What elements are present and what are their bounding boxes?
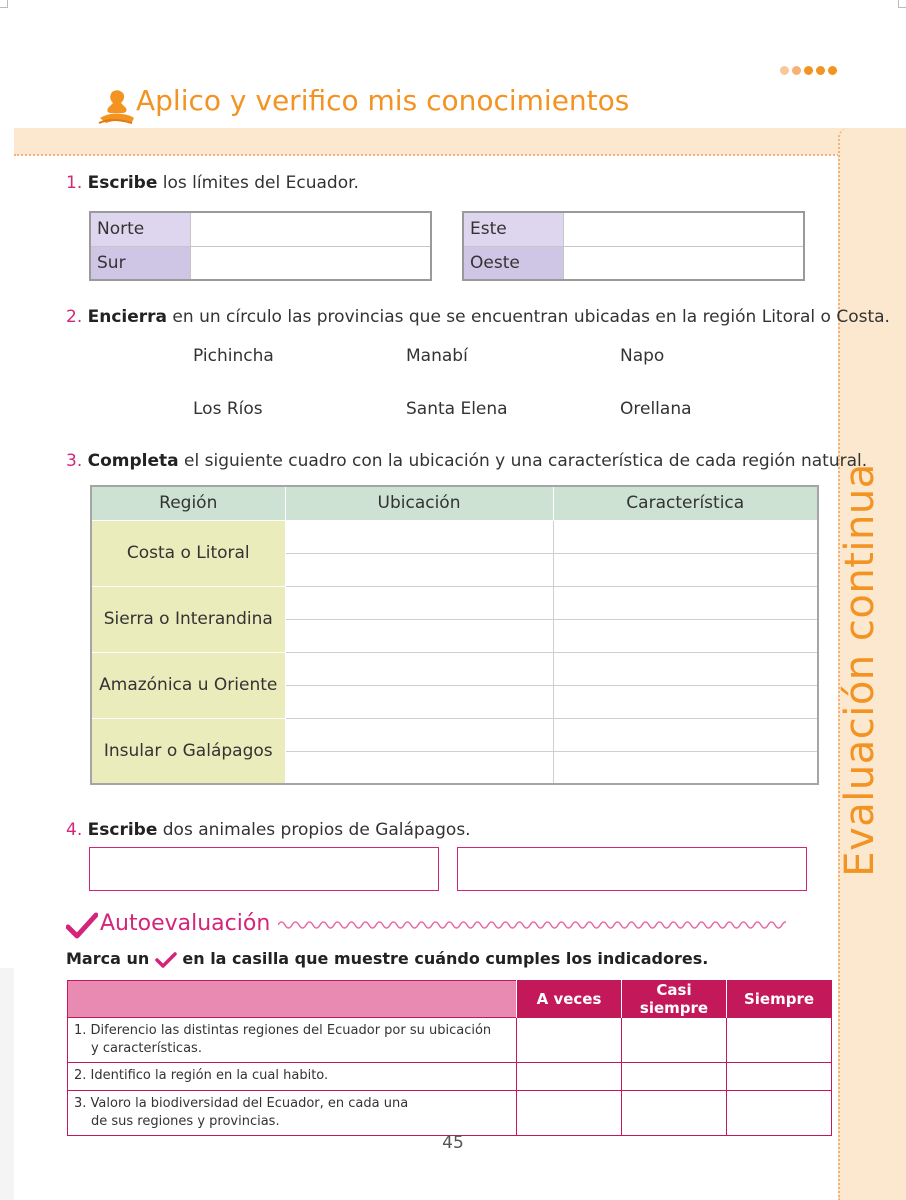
crop-mark bbox=[0, 0, 8, 8]
location-cell[interactable] bbox=[285, 652, 553, 685]
checkbox-cell[interactable] bbox=[727, 1091, 832, 1136]
location-cell[interactable] bbox=[285, 520, 553, 553]
region-name: Insular o Galápagos bbox=[91, 718, 285, 784]
province-option[interactable]: Pichincha bbox=[193, 346, 274, 366]
question-1 bbox=[66, 173, 359, 193]
animal-answer-box[interactable] bbox=[457, 847, 807, 891]
location-cell[interactable] bbox=[285, 751, 553, 784]
column-header: A veces bbox=[517, 981, 622, 1018]
question-number: 3. bbox=[66, 451, 83, 471]
indicators-table bbox=[67, 980, 832, 1136]
location-cell[interactable] bbox=[285, 586, 553, 619]
question-3 bbox=[66, 451, 867, 471]
province-option[interactable]: Orellana bbox=[620, 399, 692, 419]
question-text: dos animales propios de Galápagos. bbox=[157, 820, 471, 840]
feature-cell[interactable] bbox=[553, 553, 818, 586]
limit-answer-cell[interactable] bbox=[190, 246, 431, 280]
indicator-text: 3. Valoro la biodiversidad del Ecuador, en cada una de sus regiones y provincias. bbox=[68, 1091, 517, 1136]
feature-cell[interactable] bbox=[553, 718, 818, 751]
wavy-divider bbox=[278, 918, 786, 932]
instruction-text: en la casilla que muestre cuándo cumples los indicadores. bbox=[176, 949, 709, 968]
question-verb: Completa bbox=[87, 451, 179, 471]
instruction-text: Marca un bbox=[66, 949, 155, 968]
question-verb: Escribe bbox=[87, 173, 158, 193]
column-header: Región bbox=[91, 486, 285, 520]
self-assessment-instruction bbox=[66, 949, 708, 968]
feature-cell[interactable] bbox=[553, 751, 818, 784]
indicator-header-blank bbox=[68, 981, 517, 1018]
dotted-divider bbox=[14, 154, 839, 156]
column-header: Ubicación bbox=[285, 486, 553, 520]
limit-answer-cell[interactable] bbox=[190, 212, 431, 246]
feature-cell[interactable] bbox=[553, 685, 818, 718]
page-title: Aplico y verifico mis conocimientos bbox=[136, 84, 630, 117]
location-cell[interactable] bbox=[285, 619, 553, 652]
location-cell[interactable] bbox=[285, 685, 553, 718]
feature-cell[interactable] bbox=[553, 652, 818, 685]
question-text: el siguiente cuadro con la ubicación y una característica de cada región natural. bbox=[178, 451, 868, 471]
province-option[interactable]: Santa Elena bbox=[406, 399, 508, 419]
crop-mark bbox=[898, 0, 906, 8]
checkbox-cell[interactable] bbox=[517, 1063, 622, 1091]
limits-table-left bbox=[89, 211, 432, 281]
region-name: Amazónica u Oriente bbox=[91, 652, 285, 718]
limits-table-right bbox=[462, 211, 805, 281]
province-option[interactable]: Napo bbox=[620, 346, 665, 366]
province-option[interactable]: Manabí bbox=[406, 346, 468, 366]
check-icon bbox=[66, 912, 98, 940]
limit-answer-cell[interactable] bbox=[563, 212, 804, 246]
column-header: Casi siempre bbox=[622, 981, 727, 1018]
checkbox-cell[interactable] bbox=[727, 1018, 832, 1063]
region-name: Costa o Litoral bbox=[91, 520, 285, 586]
limit-label: Este bbox=[463, 212, 563, 246]
limit-answer-cell[interactable] bbox=[563, 246, 804, 280]
question-number: 1. bbox=[66, 173, 83, 193]
feature-cell[interactable] bbox=[553, 520, 818, 553]
page-number: 45 bbox=[442, 1133, 464, 1153]
header-band bbox=[14, 128, 906, 155]
location-cell[interactable] bbox=[285, 553, 553, 586]
region-name: Sierra o Interandina bbox=[91, 586, 285, 652]
limit-label: Sur bbox=[90, 246, 190, 280]
checkbox-cell[interactable] bbox=[517, 1018, 622, 1063]
indicator-text: 2. Identifico la región en la cual habito. bbox=[68, 1063, 517, 1091]
location-cell[interactable] bbox=[285, 718, 553, 751]
checkbox-cell[interactable] bbox=[622, 1018, 727, 1063]
limit-label: Norte bbox=[90, 212, 190, 246]
question-4 bbox=[66, 820, 471, 840]
left-shade bbox=[0, 968, 14, 1200]
feature-cell[interactable] bbox=[553, 586, 818, 619]
animal-answer-box[interactable] bbox=[89, 847, 439, 891]
checkbox-cell[interactable] bbox=[517, 1091, 622, 1136]
limit-label: Oeste bbox=[463, 246, 563, 280]
question-number: 2. bbox=[66, 307, 83, 327]
indicator-text: 1. Diferencio las distintas regiones del Ecuador por su ubicación y características. bbox=[68, 1018, 517, 1063]
question-verb: Encierra bbox=[87, 307, 168, 327]
stamp-icon bbox=[96, 88, 136, 126]
checkbox-cell[interactable] bbox=[622, 1063, 727, 1091]
question-text: los límites del Ecuador. bbox=[157, 173, 359, 193]
self-assessment-title: Autoevaluación bbox=[100, 911, 271, 936]
feature-cell[interactable] bbox=[553, 619, 818, 652]
province-option[interactable]: Los Ríos bbox=[193, 399, 263, 419]
check-icon bbox=[155, 952, 177, 968]
question-text: en un círculo las provincias que se encuentran ubicadas en la región Litoral o Costa. bbox=[167, 307, 890, 327]
page-dots bbox=[780, 66, 837, 75]
question-number: 4. bbox=[66, 820, 83, 840]
side-title: Evaluación continua bbox=[837, 463, 883, 877]
column-header: Siempre bbox=[727, 981, 832, 1018]
question-2 bbox=[66, 307, 890, 327]
checkbox-cell[interactable] bbox=[622, 1091, 727, 1136]
regions-table bbox=[90, 485, 819, 785]
column-header: Característica bbox=[553, 486, 818, 520]
checkbox-cell[interactable] bbox=[727, 1063, 832, 1091]
question-verb: Escribe bbox=[87, 820, 158, 840]
